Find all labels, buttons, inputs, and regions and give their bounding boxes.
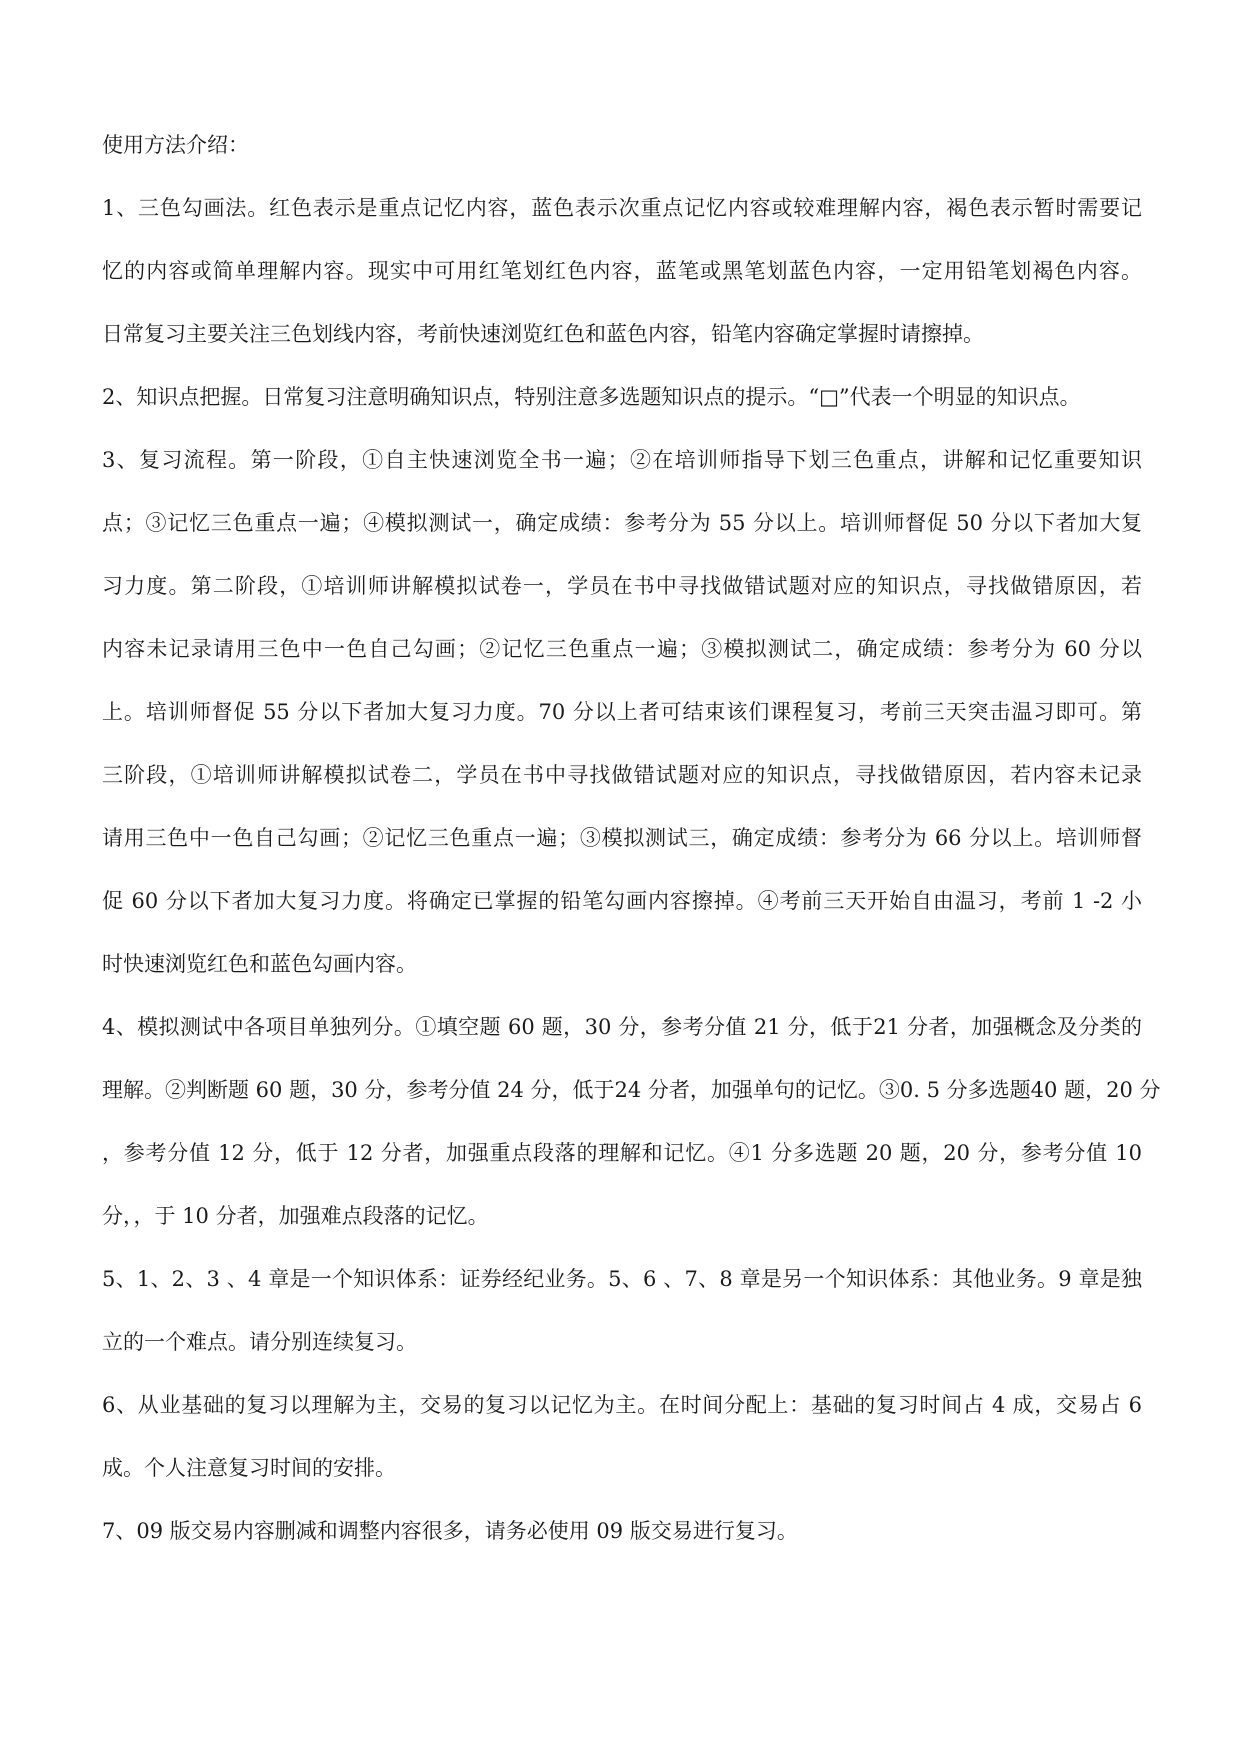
- paragraph-line: 立的一个难点。请分别连续复习。: [102, 1330, 417, 1354]
- paragraph-7-version-note: [102, 1500, 1142, 1563]
- paragraph-line: 上。培训师督促 55 分以下者加大复习力度。70 分以上者可结束该们课程复习，考前三天突击温习即可。第: [102, 700, 1142, 724]
- paragraph-line: 分，，于 10 分者，加强难点段落的记忆。: [102, 1204, 489, 1228]
- paragraph-line: 促 60 分以下者加大复习力度。将确定已掌握的铅笔勾画内容擦掉。④考前三天开始自由温习，考前 1 -2 小: [102, 889, 1142, 913]
- paragraph-line: 三阶段，①培训师讲解模拟试卷二，学员在书中寻找做错试题对应的知识点，寻找做错原因，若内容未记录: [102, 763, 1142, 787]
- paragraph-line: 习力度。第二阶段，①培训师讲解模拟试卷一，学员在书中寻找做错试题对应的知识点，寻找做错原因，若: [102, 574, 1142, 598]
- paragraph-line: 4、模拟测试中各项目单独列分。①填空题 60 题，30 分，参考分值 21 分，低于21 分者，加强概念及分类的: [102, 1015, 1142, 1039]
- paragraph-4-mock-test-scoring: [102, 996, 1161, 1248]
- paragraph-line: 时快速浏览红色和蓝色勾画内容。: [102, 952, 417, 976]
- paragraph-line: 成。个人注意复习时间的安排。: [102, 1456, 396, 1480]
- paragraph-line: 忆的内容或简单理解内容。现实中可用红笔划红色内容，蓝笔或黑笔划蓝色内容，一定用铅笔划褐色内容。: [102, 259, 1142, 283]
- document-heading: 使用方法介绍：: [102, 133, 249, 157]
- paragraph-line: 3、复习流程。第一阶段，①自主快速浏览全书一遍；②在培训师指导下划三色重点，讲解和记忆重要知识: [102, 448, 1142, 472]
- paragraph-line: 日常复习主要关注三色划线内容，考前快速浏览红色和蓝色内容，铅笔内容确定掌握时请擦掉。: [102, 322, 984, 346]
- paragraph-3-review-process: [102, 429, 1142, 996]
- paragraph-6-time-allocation: [102, 1374, 1142, 1500]
- paragraph-2-knowledge-points: [102, 366, 1142, 429]
- paragraph-line: 内容未记录请用三色中一色自己勾画；②记忆三色重点一遍；③模拟测试二，确定成绩：参考分为 60 分以: [102, 637, 1142, 661]
- paragraph-line: 理解。②判断题 60 题，30 分，参考分值 24 分，低于24 分者，加强单句的记忆。③0. 5 分多选题40 题，20 分: [102, 1078, 1161, 1102]
- paragraph-5-chapter-systems: [102, 1248, 1142, 1374]
- paragraph-line: ，参考分值 12 分，低于 12 分者，加强重点段落的理解和记忆。④1 分多选题 20 题，20 分，参考分值 10: [102, 1141, 1142, 1165]
- paragraph-1-three-color-method: [102, 177, 1142, 366]
- paragraph-line: 2、知识点把握。日常复习注意明确知识点，特别注意多选题知识点的提示。“□”代表一个明显的知识点。: [102, 385, 1081, 409]
- paragraph-line: 6、从业基础的复习以理解为主，交易的复习以记忆为主。在时间分配上：基础的复习时间占 4 成，交易占 6: [102, 1393, 1142, 1417]
- paragraph-line: 请用三色中一色自己勾画；②记忆三色重点一遍；③模拟测试三，确定成绩：参考分为 66 分以上。培训师督: [102, 826, 1142, 850]
- paragraph-line: 7、09 版交易内容删减和调整内容很多，请务必使用 09 版交易进行复习。: [102, 1519, 798, 1543]
- paragraph-line: 1、三色勾画法。红色表示是重点记忆内容，蓝色表示次重点记忆内容或较难理解内容，褐色表示暂时需要记: [102, 196, 1142, 220]
- document-body: [102, 114, 1161, 1563]
- paragraph-line: 点；③记忆三色重点一遍；④模拟测试一，确定成绩：参考分为 55 分以上。培训师督促 50 分以下者加大复: [102, 511, 1142, 535]
- paragraph-line: 5、1、2、3 、4 章是一个知识体系：证券经纪业务。5、6 、7、8 章是另一个知识体系：其他业务。9 章是独: [102, 1267, 1142, 1291]
